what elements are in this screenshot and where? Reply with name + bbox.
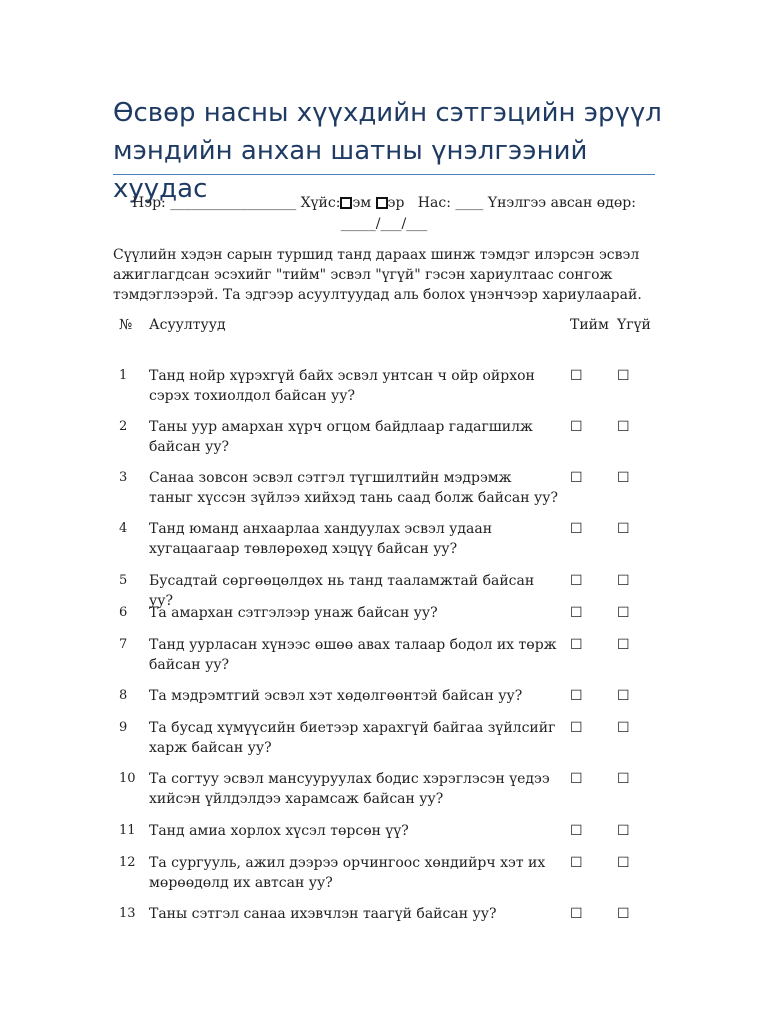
no-checkbox[interactable]: ☐ — [617, 368, 630, 384]
header-no: Үгүй — [617, 317, 651, 333]
no-checkbox[interactable]: ☐ — [617, 855, 630, 871]
question-number: 2 — [119, 419, 128, 434]
yes-checkbox[interactable]: ☐ — [570, 605, 583, 621]
question-text: Танд нойр хүрэхгүй байх эсвэл унтсан ч ойр ойрхон сэрэх тохиолдол байсан уу? — [149, 368, 535, 404]
title-divider — [113, 174, 655, 175]
no-checkbox[interactable]: ☐ — [617, 419, 630, 435]
no-checkbox[interactable]: ☐ — [617, 720, 630, 736]
no-checkbox[interactable]: ☐ — [617, 637, 630, 653]
yes-checkbox[interactable]: ☐ — [570, 521, 583, 537]
date-field[interactable]: _____/___/___ — [340, 216, 428, 232]
no-checkbox[interactable]: ☐ — [617, 573, 630, 589]
question-text: Бусадтай сөргөөцөлдөх нь танд тааламжтай байсан уу? — [149, 573, 535, 609]
question-text: Та сургууль, ажил дээрээ орчингоос хөндийрч хэт их мөрөөдөлд их автсан уу? — [149, 855, 546, 891]
question-number: 1 — [119, 368, 128, 383]
female-label: эм — [352, 195, 372, 211]
question-number: 13 — [119, 906, 136, 921]
question-text: Танд амиа хорлох хүсэл төрсөн үү? — [149, 823, 409, 839]
no-checkbox[interactable]: ☐ — [617, 771, 630, 787]
name-field-label[interactable]: Нэр: __________________ — [132, 195, 297, 211]
question-number: 11 — [119, 823, 136, 838]
question-text: Танд уурласан хүнээс өшөө авах талаар бодол их төрж байсан уу? — [149, 637, 557, 673]
no-checkbox[interactable]: ☐ — [617, 688, 630, 704]
question-number: 4 — [119, 521, 128, 536]
question-text: Танд юманд анхаарлаа хандуулах эсвэл удаан хугацаагаар төвлөрөхөд хэцүү байсан уу? — [149, 521, 493, 557]
question-text: Та согтуу эсвэл мансууруулах бодис хэрэглэсэн үедээ хийсэн үйлдэлдээ харамсаж байсан уу? — [149, 771, 550, 807]
instructions-text: Сүүлийн хэдэн сарын туршид танд дараах шинж тэмдэг илэрсэн эсвэл ажиглагдсан эсэхийг "тийм" эсвэл "үгүй" гэсэн хариултаас сонгож тэмдэглээрэй. Та эдгээр асуултуудад аль болох үнэнчээр хариулаарай. — [113, 247, 642, 303]
no-checkbox[interactable]: ☐ — [617, 470, 630, 486]
yes-checkbox[interactable]: ☐ — [570, 470, 583, 486]
header-question: Асуултууд — [149, 317, 226, 333]
yes-checkbox[interactable]: ☐ — [570, 688, 583, 704]
header-number: № — [119, 317, 133, 333]
no-checkbox[interactable]: ☐ — [617, 906, 630, 922]
question-text: Та бусад хүмүүсийн биетээр харахгүй байгаа зүйлсийг харж байсан уу? — [149, 720, 556, 756]
question-number: 3 — [119, 470, 128, 485]
male-label: эр — [387, 195, 405, 211]
question-number: 12 — [119, 855, 136, 870]
respondent-info-block — [113, 193, 655, 235]
question-text: Таны сэтгэл санаа ихэвчлэн таагүй байсан уу? — [149, 906, 497, 922]
question-text: Та амархан сэтгэлээр унаж байсан уу? — [149, 605, 438, 621]
question-number: 7 — [119, 637, 128, 652]
yes-checkbox[interactable]: ☐ — [570, 368, 583, 384]
header-yes: Тийм — [570, 317, 609, 333]
gender-label: Хүйс: — [300, 195, 341, 211]
no-checkbox[interactable]: ☐ — [617, 823, 630, 839]
male-checkbox[interactable] — [376, 197, 388, 209]
question-number: 9 — [119, 720, 128, 735]
question-number: 6 — [119, 605, 128, 620]
yes-checkbox[interactable]: ☐ — [570, 855, 583, 871]
yes-checkbox[interactable]: ☐ — [570, 637, 583, 653]
form-title: Өсвөр насны хүүхдийн сэтгэцийн эрүүл мэндийн анхан шатны үнэлгээний хуудас — [113, 98, 662, 204]
question-text: Та мэдрэмтгий эсвэл хэт хөдөлгөөнтэй байсан уу? — [149, 688, 523, 704]
question-number: 5 — [119, 573, 128, 588]
no-checkbox[interactable]: ☐ — [617, 605, 630, 621]
yes-checkbox[interactable]: ☐ — [570, 906, 583, 922]
question-number: 8 — [119, 688, 128, 703]
question-text: Таны уур амархан хүрч огцом байдлаар гадагшилж байсан уу? — [149, 419, 533, 455]
age-field-label[interactable]: Нас: ____ — [417, 195, 484, 211]
question-number: 10 — [119, 771, 136, 786]
female-checkbox[interactable] — [340, 197, 352, 209]
no-checkbox[interactable]: ☐ — [617, 521, 630, 537]
yes-checkbox[interactable]: ☐ — [570, 771, 583, 787]
yes-checkbox[interactable]: ☐ — [570, 573, 583, 589]
yes-checkbox[interactable]: ☐ — [570, 419, 583, 435]
question-text: Санаа зовсон эсвэл сэтгэл түгшилтийн мэдрэмж таныг хүссэн зүйлээ хийхэд тань саад болж байсан уу? — [149, 470, 558, 506]
date-label: Үнэлгээ авсан өдөр: — [487, 195, 636, 211]
yes-checkbox[interactable]: ☐ — [570, 720, 583, 736]
yes-checkbox[interactable]: ☐ — [570, 823, 583, 839]
